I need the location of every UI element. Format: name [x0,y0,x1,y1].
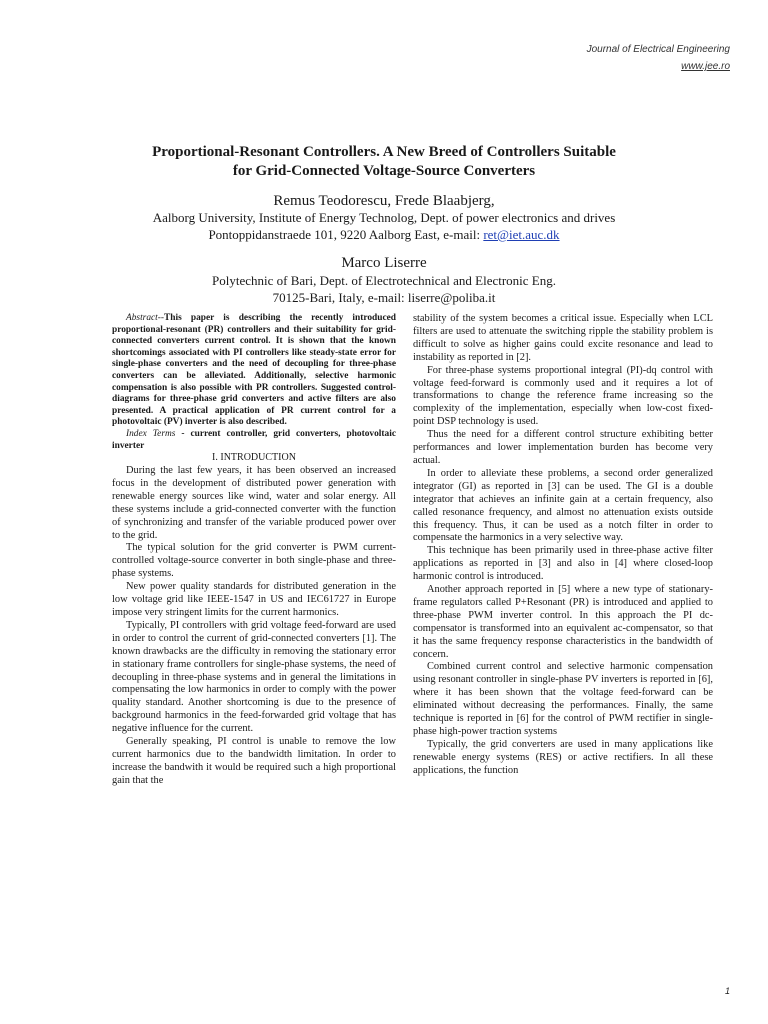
paragraph: In order to alleviate these problems, a second order generalized integrator (GI) as reported in [3] can be used. The GI is a double integrator that achieves an infinite gain at a certain frequency, also called resonance frequency, and almost no attenuation exists outside this frequency. Thus, it can be used as a notch filter in order to compensate the harmonics in a very selective way. [413,467,713,544]
email-link-1[interactable]: ret@iet.auc.dk [483,227,560,242]
right-column [413,313,713,778]
affiliation-1: Aalborg University, Institute of Energy Technolog, Dept. of power electronics and drives [152,210,616,225]
abstract-text: This paper is describing the recently introduced proportional-resonant (PR) controllers and their suitability for grid-connected converters current control. It is shown that the known shortcomings associated with PI controllers like steady-state error for single-phase converters and the need of decoupling for three-phase converters can be alleviated. Additionally, selective harmonic compensation is also possible with PR controllers. Suggested control-diagrams for three-phase grid converters and active filters are also presented. A practical application of PR current control for a photovoltaic (PV) inverter is also described. [112,313,396,428]
paragraph: For three-phase systems proportional integral (PI)-dq control with voltage feed-forward is commonly used and it requires a lot of transformations to change the reference frame increasing so the complexity of the implementation, especially when low-cost fixed-point DSP technology is used. [413,364,713,428]
left-column [112,313,396,788]
author-names-1: Remus Teodorescu, Frede Blaabjerg, [273,193,495,209]
journal-url[interactable]: www.jee.ro [681,61,730,72]
paragraph: Typically, PI controllers with grid voltage feed-forward are used in order to control the current of grid-connected converters [1]. The known drawbacks are the difficulty in removing the stationary error in stationary frame controllers for single-phase systems, the need of decoupling in three-phase systems and in general the limitations in compensating the low harmonics in order to comply with the power quality standard. Another shortcoming is due to the presence of background harmonics in the feed-forwarded grid voltage that has negative influence for the current. [112,619,396,735]
paragraph: Thus the need for a different control structure exhibiting better performances and lower implementation burden has become very actual. [413,429,713,466]
paragraph: Another approach reported in [5] where a new type of stationary-frame regulators called P+Resonant (PR) is introduced and applied to three-phase PWM inverter control. In this approach the PI dc-compensator is transformed into an equivalent ac-compensator, so that it has the same frequency response characteristics in the bandwidth of concern. [413,584,713,660]
affiliation-2: Polytechnic of Bari, Dept. of Electrotechnical and Electronic Eng. [211,273,556,288]
index-terms [112,429,396,452]
paragraph: During the last few years, it has been observed an increased focus in the development of distributed power generation with renewable energy sources like wind, water and solar energy. All these systems include a grid-connected converter with the function of synchronizing and transfer of the variable produced power over to the grid. [112,465,396,541]
address-1-text: Pontoppidanstraede 101, 9220 Aalborg East, e-mail: [208,227,484,242]
index-terms-label: Index Terms [126,428,176,439]
paragraph: The typical solution for the grid converter is PWM current-controlled voltage-source converter in both single-phase and three-phase systems. [112,542,396,580]
paragraph: stability of the system becomes a critical issue. Especially when LCL filters are used to attenuate the switching ripple the stability problem is difficult to solve as higher gains could excite resonance and lead to instability as reported in [2]. [413,313,713,363]
index-terms-text: - current controller, grid converters, photovoltaic inverter [112,428,396,451]
address-1 [0,227,768,243]
paragraph: Combined current control and selective harmonic compensation using resonant controller in single-phase PV inverters is reported in [6], where it has been shown that the voltage feed-forward can be eliminated without decreasing the performances. Finally, the same technique is reported in [6] for the control of PWM rectifier in single-phase high-power traction systems [413,661,713,737]
journal-name: Journal of Electrical Engineering [586,44,730,55]
section-heading: I. INTRODUCTION [212,452,296,464]
abstract-label: Abstract-- [126,313,165,323]
paper-title-line-2: for Grid-Connected Voltage-Source Converters [232,163,536,179]
author-names-2: Marco Liserre [341,255,427,271]
abstract [112,313,396,429]
address-2: 70125-Bari, Italy, e-mail: liserre@poliba.it [272,290,496,305]
page-number: 1 [724,986,730,996]
paragraph: Typically, the grid converters are used in many applications like renewable energy systems (RES) or active rectifiers. In all these applications, the function [413,738,713,776]
paper-title-line-1: Proportional-Resonant Controllers. A New Breed of Controllers Suitable [152,144,616,160]
paragraph: Generally speaking, PI control is unable to remove the low current harmonics due to the bandwidth limitation. In order to increase the bandwith it would be required such a high proportional gain that the [112,736,396,786]
paragraph: This technique has been primarily used in three-phase active filter applications as reported in [3] and also in [4] where closed-loop harmonic control is introduced. [413,545,713,583]
paragraph: New power quality standards for distributed generation in the low voltage grid like IEEE-1547 in US and IEC61727 in Europe impose very stringent limits for the current harmonics. [112,581,396,618]
